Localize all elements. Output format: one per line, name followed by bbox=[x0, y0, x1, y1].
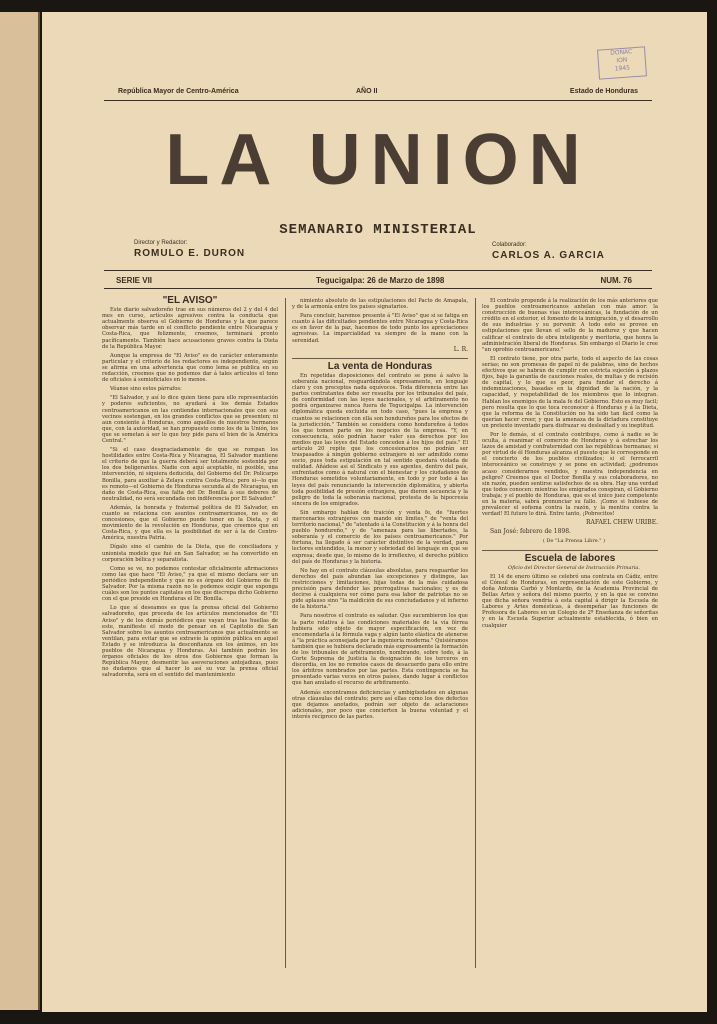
paragraph: Lo que sí deseamos es que la prensa oficial del Gobierno salvadoreño, que proceda de los artículos mencionados de "El Aviso" y de los demás periódicos que vayan tras las huellas de este, manifieste el modo de pensar en el Capitolio de San Salvador sobre los asuntos centroamericanos que actualmente se ventilan, para evitar que se extravíe la opinión pública en aquel Estado y se introduzca la desconfianza en los ánimos, en los pueblos de Nicaragua y Honduras. Así también podrán los órganos oficiales de los otros dos Gobiernos que forman la República Mayor, desmentir las aseveraciones antojadizas, pues no dudamos que al hacer lo así su voz la prensa oficial salvadoreña, será en el sentido del mantenimiento bbox=[102, 605, 278, 679]
collaborator-block bbox=[492, 242, 605, 261]
paragraph: Por lo demás, si el contrato contribuye, como á nadie se le oculta, á reanimar el comercio de Honduras y á estrechar los lazos de amistad y confraternidad con las repúblicas hermanas; si por virtud de él Honduras alcanza el puesto que le corresponde en el concierto de los pueblos civilizados; si el ferrocarril interoceánico se construye y se pone en actividad; ¿podremos acaso considerarnos vendidos, y nuestra independencia en peligro? Creemos que el Doctor Bonilla y sus colaboradores, no sin razón, pueden sentirse satisfechos de su obra. Hay una verdad que todos conocen: mientras los emigrados conspiran, el Gobierno trabaja; y el pueblo de Honduras, que es el único juez competente en la materia, sabrá pronunciar su fallo. ¡Como si hubiese de prevalecer el sofisma contra la razón, y la mentira contra la verdad! El futuro lo dirá. Entre tanto, ¡Pobrecitos! bbox=[482, 431, 658, 518]
paragraph: Para concluir, haremos presente á "El Aviso" que si se fatiga en cuanto á las dificultades pendientes entre Nicaragua y Costa-Rica es en favor de la paz, hacemos de todo punto los apreciaciones agresivas. La imparcialidad va siempre de la mano con la serenidad. bbox=[292, 313, 468, 344]
paragraph: Este diario salvadoreño trae en sus números del 2 y del 4 del mes en curso, artículos agresivos contra la conducta que actualmente observa el Gobierno de Honduras y la que parece observar más tarde en el conflicto pendiente entre Nicaragua y Costa-Rica, que felizmente, creemos, terminará pronto pacíficamente. También hace acusaciones graves contra la Dieta de la República Mayor. bbox=[102, 307, 278, 350]
paragraph: Dígalo sino el cambio de la Dieta, que de conciliadora y unionista modelo que fué en San Salvador, se ha convertido en corporación bélica y separatista. bbox=[102, 544, 278, 563]
newspaper-title: LA UNION bbox=[165, 120, 591, 200]
newspaper-page bbox=[42, 12, 707, 1012]
director-role: Director y Redactor: bbox=[134, 240, 188, 246]
stamp-line-1: DONAC bbox=[610, 48, 633, 57]
column-1 bbox=[102, 295, 278, 681]
article-dateline: San José: febrero de 1898. bbox=[490, 528, 571, 536]
column-divider-2 bbox=[475, 298, 476, 968]
stamp-line-3: 1945 bbox=[614, 64, 631, 73]
masthead-rule-top bbox=[104, 100, 652, 101]
paragraph: Además, la honrada y fraternal política de El Salvador, en cuanto se relaciona con asuntos centroamericanos, no es de concesiones, que el Gobierno puede tener en la Dieta, y el movimiento de la revolución en Honduras, que creemos que en Costa-Rica, y que ella es la posibilidad de ser á la de Centro-América, nuestra Patria. bbox=[102, 504, 278, 542]
director-name: ROMULO E. DURON bbox=[134, 248, 246, 259]
office-subheading: Oficio del Director General de Instrucción Primaria. bbox=[507, 564, 640, 571]
column-3 bbox=[482, 298, 658, 632]
issue-date: Tegucigalpa: 26 de Marzo de 1898 bbox=[316, 276, 445, 285]
venta-heading: La venta de Honduras bbox=[327, 360, 433, 372]
director-block bbox=[134, 240, 245, 259]
paragraph: "Si el caso desgraciadamente de que se rompan los hostilidades entre Costa-Rica y Nicaragua, El Salvador mantiene el criterio de que la guerra deberá ser totalmente sostenida por los dos beligerantes. Nadie con aquí aceptable, ni posible, una intervención, ni siquiera deducida, del Gobierno del Dr. Policarpo Bonilla, para auxiliar á Zelaya contra Costa-Rica; pero si—lo que es remoto—el Gobierno de Honduras secunda al de Nicaragua, en daño de Costa-Rica, esa falta del Dr. Bonilla á sus deberes de neutralidad, no será secundada con indiferencia por El Salvador." bbox=[102, 447, 278, 502]
stamp-line-2: ION bbox=[616, 56, 628, 65]
paragraph: Sin embargo hablan de traición y venta fe, de "fuertes mercenarios extranjeros con mando sin límites," de "venta del territorio nacional," de "atentado á la Constitución y á la honra del pueblo hondureño," y de "amenaza para las libertades, la soberanía y el comercio de los países centroamericanos." Por fortuna, ha llegado á ser carácter distintivo de la verdad, para lectores entendidos, la menor y sobriedad del lenguaje en que se expresa; desde que, lo mismo de lo irreflexivo, el derecho público del país de Honduras y la historia. bbox=[292, 509, 468, 565]
infobar-rule-bottom bbox=[104, 288, 652, 289]
adjacent-page-edge bbox=[0, 12, 40, 1010]
infobar-rule-top bbox=[104, 270, 652, 271]
paragraph: Véanse sino estos párrafos: bbox=[110, 386, 182, 393]
article-separator bbox=[482, 550, 658, 551]
newspaper-subtitle: SEMANARIO MINISTERIAL bbox=[279, 222, 477, 238]
republic-label: República Mayor de Centro-América bbox=[118, 88, 239, 95]
collaborator-name: CARLOS A. GARCIA bbox=[492, 250, 605, 261]
column-2 bbox=[292, 298, 468, 723]
paragraph: Como se ve, no podemos contestar oficialmente afirmaciones como las que hace "El Aviso," ya que el mismo declara ser un periódico independiente y que no es órgano del Gobierno de El Salvador. Por la misma razón no le podemos exigir que exponga cuáles son los puntos capitales en los que discrepa dicho Gobierno con el que preside en Honduras el Dr. Bonilla. bbox=[102, 565, 278, 603]
paragraph: Para nosotros el contrato es saludar. Que sucumbieron los que la parte relativa á las condiciones materiales de la vía férrea hubiera sido objeto de mayor especificación, en vez de encomendarla á la fórmula vaga y algún tanto elástica de atenerse á "la práctica aconsejada por la ingeniería moderna." Quisiéramos también que se hubiera declarado más expresamente la formación de los tribunales de arbitramento, nombrando, sobre todo, á la Corte Suprema de Justicia la designación de los terceros en discordia, en los no remotos casos de desacuerdo para ello entre los árbitros nombrados por las partes. Esta contingencia se ha presentado varias veces en otros países, dando lugar á conflictos que han anulado el recurso de arbitramento. bbox=[292, 613, 468, 687]
column-divider-1 bbox=[285, 298, 286, 968]
article-separator bbox=[292, 358, 468, 359]
article-signature: L. R. bbox=[453, 345, 468, 353]
library-stamp bbox=[597, 46, 647, 79]
issue-number: NUM. 76 bbox=[600, 276, 632, 285]
el-aviso-heading: "EL AVISO" bbox=[162, 295, 218, 306]
paragraph: El 14 de enero último se celebró una contrata en Cádiz, entre el Cónsul de Honduras, en representación de este Gobierno, y doña Antonia Carbó y Montardo, de la Academia Provincial de Bellas Artes y señora del mismo puerto, y en la que se convino que dicha señora vendría á esta capital á dirigir la Escuela de Labores y Artes domésticas, á desempeñar las funciones de Profesora de Labores en un Colegio de 2ª Enseñanza de señoritas y en la Escuela Superior actualmente establecida, ó bien en cualquier bbox=[482, 573, 658, 629]
article-source: ( De "La Prensa Libre." ) bbox=[542, 538, 606, 545]
escuela-heading: Escuela de labores bbox=[524, 552, 616, 564]
paragraph: Aunque la empresa de "El Aviso" es de carácter enteramente particular y el criterio de los redactores es independiente, según se afirma en una advertencia que como lema se publica en su redacción, creemos que no podemos dar á tales artículos el tono de oficiales á semioficiales en lo menos. bbox=[102, 352, 278, 384]
paragraph: En repetidas disposiciones del contrato se pone á salvo la soberanía nacional, resguardándola expresamente, en lenguaje claro y con preceptos nada equívocos. Toda diferencia entre las partes contratantes debe ser resuelta por los tribunales del país, de conformidad con las leyes nacionales, y el arbitramento no podrá organizarse nunca fuera de Tegucigalpa. La intervención diplomática queda excluida en todo caso, "pues la empresa y cuantos se relacionen con ella son hondureños para los efectos de la jurisdicción." También se considera como hondureños á todos los que tomen parte en los negocios de la empresa. "Y, en consecuencia, sólo podrán hacer valer sus derechos por los medios que las leyes del Estado conceden á los hijos del país." El artículo 20 repite que los concesionarios no podrán ser traspasados á ningún gobierno extranjero ni ser admitido como socio, pues toda estipulación en tal sentido quedará violada de nulidad. Añádese así el Sindicato y sus agentes, dentro del país, enfrentados como á natural con el bienestar y los ciudadanos de Honduras sometidos voluntariamente, en todo y por todo á las leyes del país renunciando la intervención diplomática, y abierta toda posibilidad de presión extranjera, que dieron secuencia y la peligro de toda la soberanía nacional, protesta de la hipocresía sincera de los emigrados. bbox=[292, 372, 468, 507]
state-label: Estado de Honduras bbox=[569, 88, 638, 95]
article-signature: RAFAEL CHEW URIBE. bbox=[585, 519, 658, 527]
collaborator-role: Colaborador: bbox=[492, 242, 527, 248]
paragraph: nimiento absoluto de las estipulaciones del Pacto de Amapala, y de la armonía entre los países signatarios. bbox=[292, 298, 468, 311]
year-label: AÑO II bbox=[356, 88, 378, 95]
paragraph: Además encontramos deficiencias y ambigüedades en algunas otras cláusulas del contrato; pero así ellas como los dos defectos que dejamos anotados, podrán ser objeto de aclaraciones adicionales, por poco que concierten la buena voluntad y el interés recíproco de las partes. bbox=[292, 689, 468, 720]
series-label: SERIE VII bbox=[116, 276, 153, 285]
paragraph: El contrato tiene, por otra parte, todo el aspecto de las cosas serias; no son promesas de papel ni de palabras, sino de hechos efectivos que se habrán de cumplir con estricta sujeción á plazos fijos, bajo la garantía de cauciones reales, de multas y de recisión de capital, y lo que es peor, para fundar el derecho á indemnizaciones, basadas en la dignidad de la nación, y la capacidad, y respetabilidad de los miembros que lo integran. Hablan los enemigos de la mala fe del Gobierno. Esto es muy facil; pero resulta que lo que toca reconocer á Honduras y á la Dieta, que la reforma de la Constitución no ha sido tan fácil como la querían hacer creer, y que la amenaza de la dictadura constituye un pretexto inventado para disfrazar su deslealtad y su ineptitud. bbox=[482, 355, 658, 429]
paragraph: "El Salvador, y así lo dice quien tiene para ello representación y poderes suficientes, no ayudará á los demás Estados centroamericanos en las contiendas internacionales que con sus vecinos sostengan, en los grandes conflictos que se presenten; ni aun consiente á Honduras, como aquellos de nuestros hermanos que, con la autoridad, se han propuesto como los de la Unión, los que se sometan á ser lo que hoy pide para el bien de la América Central." bbox=[102, 395, 278, 444]
paragraph: No hay en el contrato cláusulas absolutas, para resguardar los derechos del país abundan las excepciones y distingos, las restricciones y limitaciones, hijas todas de la más cuidadosa precisión para defender las prerrogativas nacionales; y es de decirse á cualquiera ver cómo para esa labor de patriotas no se pide aplauso sino "la maldición de sus conciudadanos y el infierno de la historia." bbox=[292, 567, 468, 611]
paragraph: El contrato propende á la realización de los más anteriores que los pueblos centroamericanos anhelan con más amor: la construcción de buenas vías interoceánicas, la fundación de un crédito en el exterior, el fomento de la inmigración, y el desarrollo de sus industrias y su porvenir. A todo esto se provee en estipulaciones que llevan el sello de la madurez y que hacen calificar el contrato de obra inteligente y meritoria, que honra la administración liberal de Honduras. Sin embargo el Diario le cree "un oprobio centroamericano." bbox=[482, 298, 658, 353]
